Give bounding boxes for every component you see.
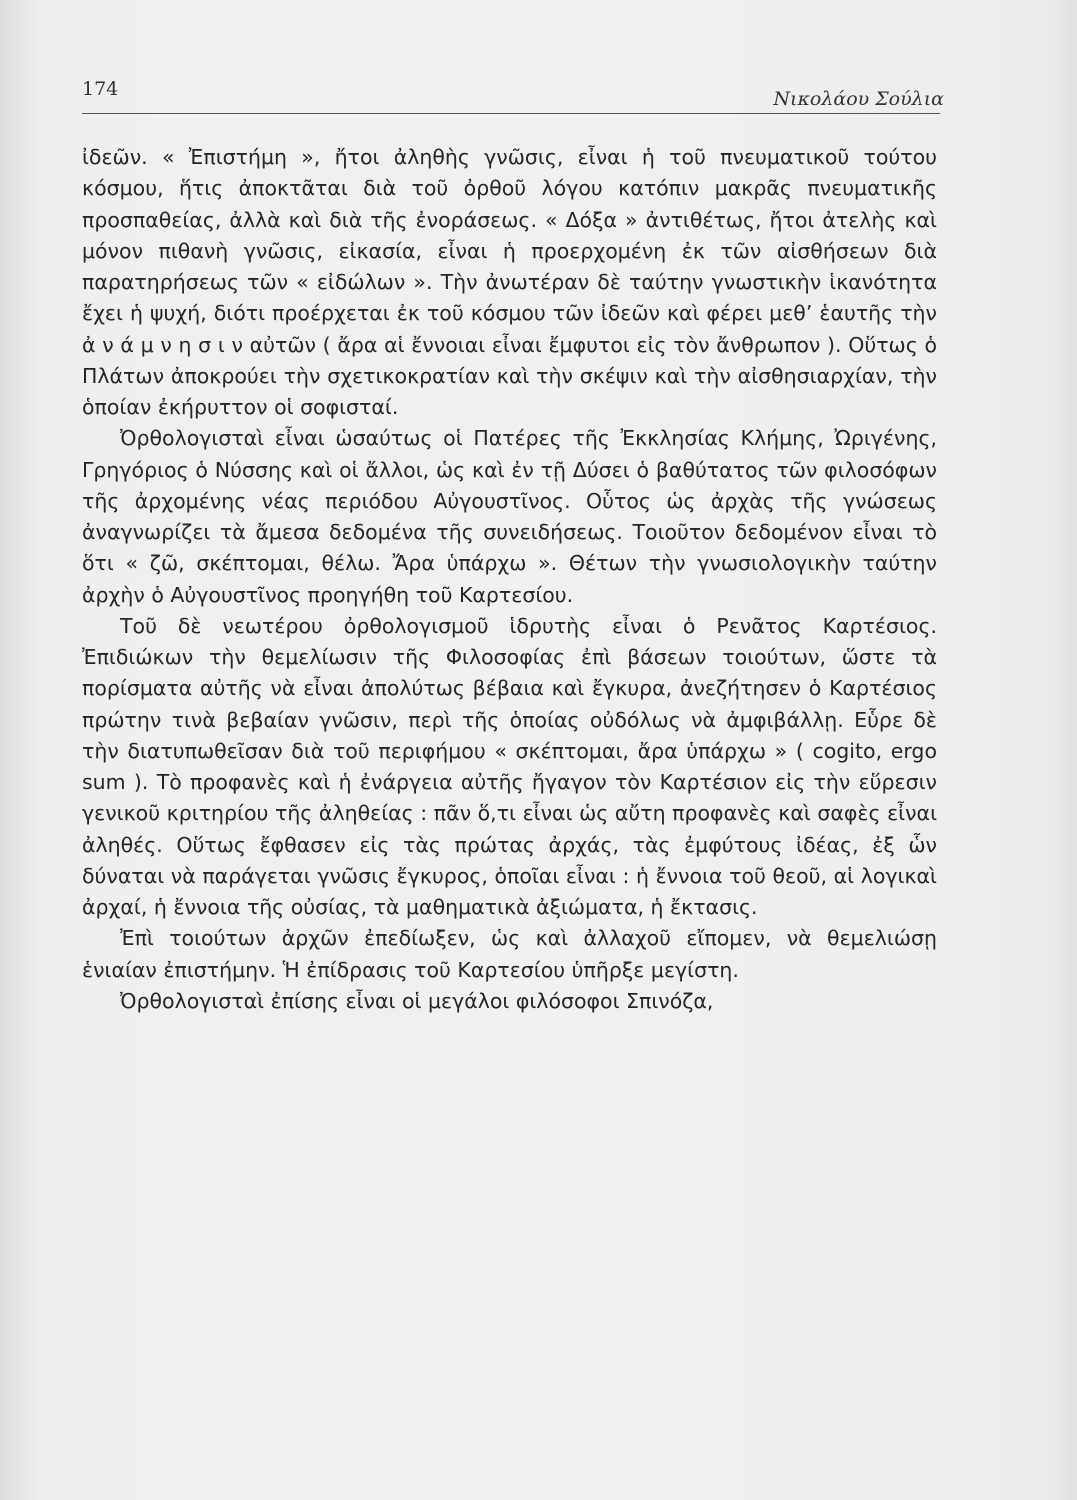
paragraph-church-fathers: Ὀρθολογισταὶ εἶναι ὡσαύτως οἱ Πατέρες τῆς Ἐκκλησίας Κλήμης, Ὠριγένης, Γρηγόριος ὁ Νύσσης καὶ οἱ ἄλλοι, ὡς καὶ ἐν τῇ Δύσει ὁ βαθύτατος τῶν φιλοσόφων τῆς ἀρχομένης νέας περιόδου Αὐγουστῖνος. Οὗτος ὡς ἀρχὰς τῆς γνώσεως ἀναγνωρίζει τὰ ἄμεσα δεδομένα τῆς συνειδήσεως. Τοιοῦτον δεδομένον εἶναι τὸ ὅτι « ζῶ, σκέπτομαι, θέλω. Ἄρα ὑπάρχω ». Θέτων τὴν γνωσιολογικὴν ταύτην ἀρχὴν ὁ Αὐγουστῖνος προηγήθη τοῦ Καρτεσίου. <box>82 426 937 607</box>
page-number: 174 <box>82 78 119 100</box>
body-text <box>82 142 937 1017</box>
paragraph-influence: Ἐπὶ τοιούτων ἀρχῶν ἐπεδίωξεν, ὡς καὶ ἀλλαχοῦ εἴπομεν, νὰ θεμελιώσῃ ἑνιαίαν ἐπιστήμην. Ἡ ἐπίδρασις τοῦ Καρτεσίου ὑπῆρξε μεγίστη. <box>82 926 937 982</box>
paragraph-spinoza: Ὀρθολογισταὶ ἐπίσης εἶναι οἱ μεγάλοι φιλόσοφοι Σπινόζα, <box>120 988 714 1013</box>
paragraph-continued: ἰδεῶν. « Ἐπιστήμη », ἤτοι ἀληθὴς γνῶσις, εἶναι ἡ τοῦ πνευματικοῦ τούτου κόσμου, ἥτις ἀποκτᾶται διὰ τοῦ ὀρθοῦ λόγου κατόπιν μακρᾶς πνευματικῆς προσπαθείας, ἀλλὰ καὶ διὰ τῆς ἐνοράσεως. « Δόξα » ἀντιθέτως, ἤτοι ἀτελὴς καὶ μόνον πιθανὴ γνῶσις, εἰκασία, εἶναι ἡ προερχομένη ἐκ τῶν αἰσθήσεων διὰ παρατηρήσεως τῶν « εἰδώλων ». Τὴν ἀνωτέραν δὲ ταύτην γνωστικὴν ἱκανότητα ἔχει ἡ ψυχή, διότι προέρχεται ἐκ τοῦ κόσμου τῶν ἰδεῶν καὶ φέρει μεθ’ ἑαυτῆς τὴν ἀ ν ά μ ν η σ ι ν αὐτῶν ( ἄρα αἱ ἔννοιαι εἶναι ἔμφυτοι εἰς τὸν ἄνθρωπον ). Οὕτως ὁ Πλάτων ἀποκρούει τὴν σχετικοκρατίαν καὶ τὴν σκέψιν καὶ τὴν αἰσθησιαρχίαν, τὴν ὁποίαν ἐκήρυττον οἱ σοφισταί. <box>82 145 937 419</box>
running-head-author: Νικολάου Σούλια <box>773 88 944 110</box>
page-header <box>82 70 944 110</box>
header-rule <box>82 113 940 114</box>
paragraph-descartes: Τοῦ δὲ νεωτέρου ὀρθολογισμοῦ ἱδρυτὴς εἶναι ὁ Ρενᾶτος Καρτέσιος. Ἐπιδιώκων τὴν θεμελίωσιν τῆς Φιλοσοφίας ἐπὶ βάσεων τοιούτων, ὥστε τὰ πορίσματα αὐτῆς νὰ εἶναι ἀπολύτως βέβαια καὶ ἔγκυρα, ἀνεζήτησεν ὁ Καρτέσιος πρώτην τινὰ βεβαίαν γνῶσιν, περὶ τῆς ὁποίας οὐδόλως νὰ ἀμφιβάλλῃ. Εὗρε δὲ τὴν διατυπωθεῖσαν διὰ τοῦ περιφήμου « σκέπτομαι, ἄρα ὑπάρχω » ( cogito, ergo sum ). Τὸ προφανὲς καὶ ἡ ἐνάργεια αὐτῆς ἤγαγον τὸν Καρτέσιον εἰς τὴν εὕρεσιν γενικοῦ κριτηρίου τῆς ἀληθείας : πᾶν ὅ,τι εἶναι ὡς αὔτη προφανὲς καὶ σαφὲς εἶναι ἀληθές. Οὕτως ἔφθασεν εἰς τὰς πρώτας ἀρχάς, τὰς ἐμφύτους ἰδέας, ἐξ ὧν δύναται νὰ παράγεται γνῶσις ἔγκυρος, ὁποῖαι εἶναι : ἡ ἔννοια τοῦ θεοῦ, αἱ λογικαὶ ἀρχαί, ἡ ἔννοια τῆς οὐσίας, τὰ μαθηματικὰ ἀξιώματα, ἡ ἔκτασις. <box>82 613 937 919</box>
